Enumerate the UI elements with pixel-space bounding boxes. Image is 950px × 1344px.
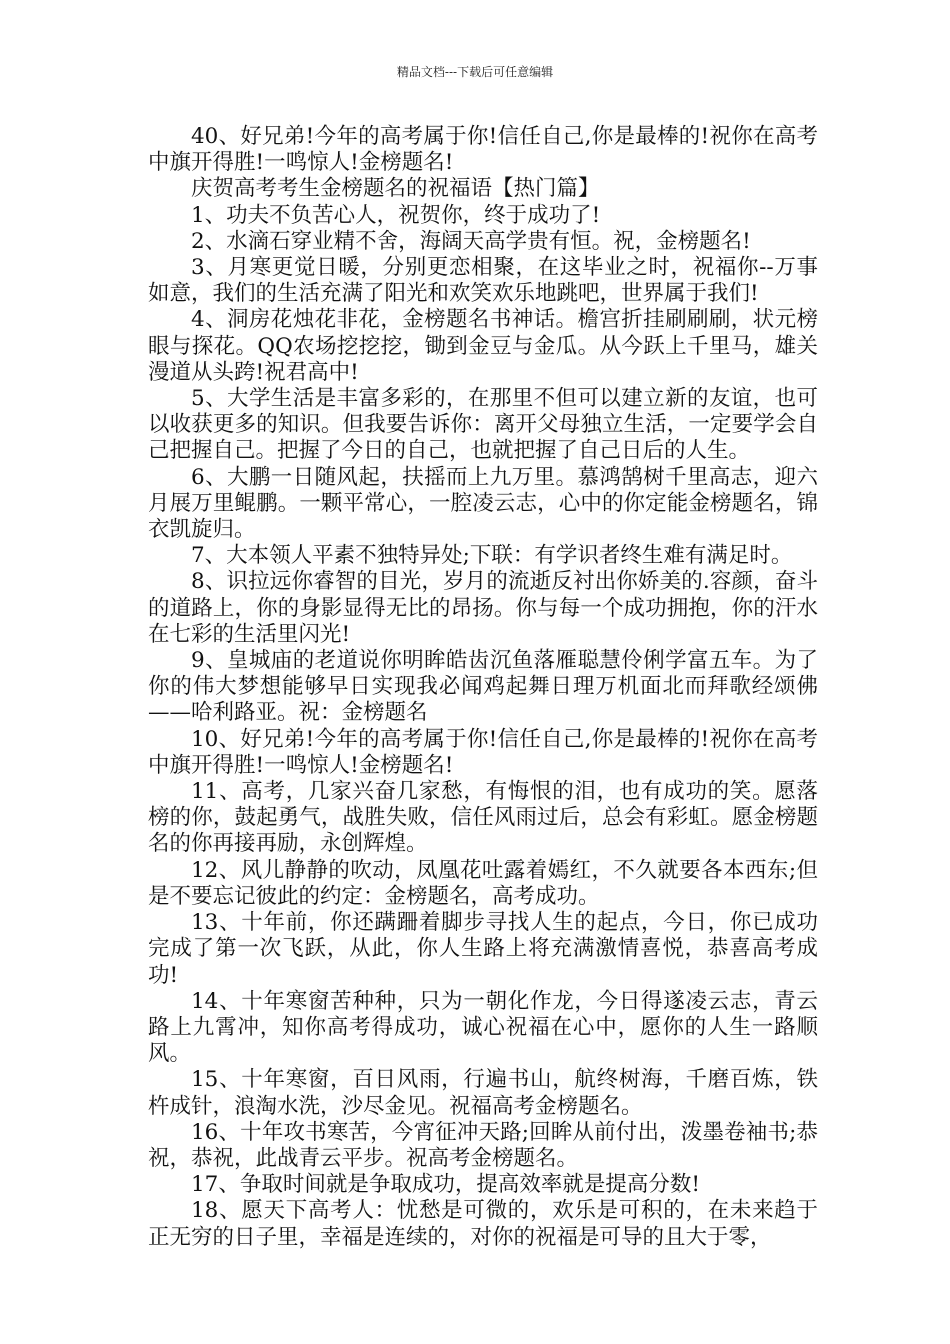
paragraph-2: 2、水滴石穿业精不舍，海阔天高学贵有恒。祝，金榜题名! xyxy=(191,228,751,254)
paragraph-16: 16、十年攻书寒苦，今宵征冲天路;回眸从前付出，泼墨卷袖书;恭祝，恭祝，此战青云平步。祝高考金榜题名。 xyxy=(148,1119,818,1171)
paragraph-3: 3、月寒更觉日暖，分别更恋相聚，在这毕业之时，祝福你--万事如意，我们的生活充满了阳光和欢笑欢乐地跳吧，世界属于我们! xyxy=(148,255,818,307)
paragraph-5: 5、大学生活是丰富多彩的，在那里不但可以建立新的友谊，也可以收获更多的知识。但我要告诉你：离开父母独立生活，一定要学会自己把握自己。把握了今日的自己，也就把握了自己日后的人生。 xyxy=(148,386,818,464)
document-body xyxy=(148,124,818,1251)
section-heading: 庆贺高考考生金榜题名的祝福语【热门篇】 xyxy=(191,176,600,202)
paragraph-18: 18、愿天下高考人：忧愁是可微的，欢乐是可积的，在未来趋于正无穷的日子里，幸福是连续的，对你的祝福是可导的且大于零， xyxy=(148,1198,818,1250)
paragraph-8: 8、识拉远你睿智的目光，岁月的流逝反衬出你娇美的.容颜，奋斗的道路上，你的身影显得无比的昂扬。你与每一个成功拥抱，你的汗水在七彩的生活里闪光! xyxy=(148,569,818,647)
paragraph-15: 15、十年寒窗，百日风雨，行遍书山，航终树海，千磨百炼，铁杵成针，浪淘水洗，沙尽金见。祝福高考金榜题名。 xyxy=(148,1067,818,1119)
paragraph-40: 40、好兄弟!今年的高考属于你!信任自己,你是最棒的!祝你在高考中旗开得胜!一鸣惊人!金榜题名! xyxy=(148,124,818,176)
paragraph-9: 9、皇城庙的老道说你明眸皓齿沉鱼落雁聪慧伶俐学富五车。为了你的伟大梦想能够早日实现我必闻鸡起舞日理万机面北而拜歌经颂佛——哈利路亚。祝：金榜题名 xyxy=(148,648,818,726)
paragraph-14: 14、十年寒窗苦种种，只为一朝化作龙，今日得遂凌云志，青云路上九霄冲，知你高考得成功，诚心祝福在心中，愿你的人生一路顺风。 xyxy=(148,988,818,1067)
paragraph-1: 1、功夫不负苦心人，祝贺你，终于成功了! xyxy=(191,202,601,228)
paragraph-10: 10、好兄弟!今年的高考属于你!信任自己,你是最棒的!祝你在高考中旗开得胜!一鸣惊人!金榜题名! xyxy=(148,726,818,778)
paragraph-4: 4、洞房花烛花非花，金榜题名书神话。檐宫折挂刷刷刷，状元榜眼与探花。QQ农场挖挖挖，锄到金豆与金瓜。从今跃上千里马，雄关漫道从头跨!祝君高中! xyxy=(148,307,818,385)
paragraph-17: 17、争取时间就是争取成功，提高效率就是提高分数! xyxy=(191,1172,701,1198)
paragraph-6: 6、大鹏一日随风起，扶摇而上九万里。慕鸿鹄树千里高志，迎六月展万里鲲鹏。一颗平常心，一腔凌云志，心中的你定能金榜题名，锦衣凯旋归。 xyxy=(148,464,818,543)
page-header: 精品文档---下载后可任意编辑 xyxy=(396,65,554,79)
paragraph-7: 7、大本领人平素不独特异处;下联：有学识者终生难有满足时。 xyxy=(191,543,793,569)
paragraph-12: 12、风儿静静的吹动，凤凰花吐露着嫣红，不久就要各本西东;但是不要忘记彼此的约定：金榜题名，高考成功。 xyxy=(148,857,818,909)
paragraph-11: 11、高考，几家兴奋几家愁，有悔恨的泪，也有成功的笑。愿落榜的你，鼓起勇气，战胜失败，信任风雨过后，总会有彩虹。愿金榜题名的你再接再励，永创辉煌。 xyxy=(148,779,818,857)
paragraph-13: 13、十年前，你还蹒跚着脚步寻找人生的起点，今日，你已成功完成了第一次飞跃，从此，你人生路上将充满激情喜悦，恭喜高考成功! xyxy=(148,910,818,988)
